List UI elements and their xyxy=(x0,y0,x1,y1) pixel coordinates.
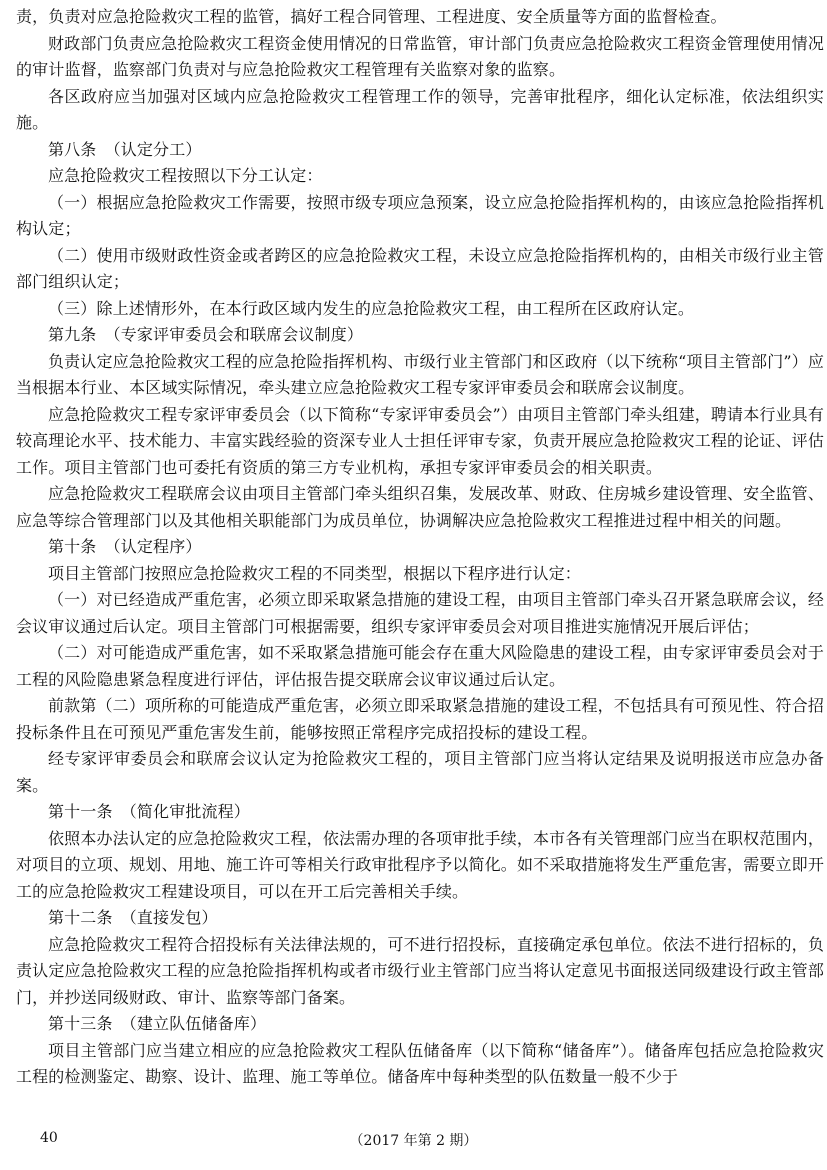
list-item: （二）使用市级财政性资金或者跨区的应急抢险救灾工程，未设立应急抢险指挥机构的，由相关市级行业主管部门组织认定； xyxy=(16,245,824,291)
list-item: （三）除上述情形外，在本行政区域内发生的应急抢险救灾工程，由工程所在区政府认定。 xyxy=(48,298,695,318)
paragraph: 前款第（二）项所称的可能造成严重危害，必须立即采取紧急措施的建设工程，不包括具有可预见性、符合招投标条件且在可预见严重危害发生前，能够按照正常程序完成招投标的建设工程。 xyxy=(16,696,824,742)
article-heading: 第十二条 （直接发包） xyxy=(48,908,218,927)
paragraph: 项目主管部门按照应急抢险救灾工程的不同类型，根据以下程序进行认定： xyxy=(48,563,581,583)
issue-label: （2017 年第 2 期） xyxy=(349,1133,478,1149)
page-number: 40 xyxy=(40,1130,58,1146)
paragraph-continuation: 责，负责对应急抢险救灾工程的监管，搞好工程合同管理、工程进度、安全质量等方面的监督检查。 xyxy=(16,7,727,26)
paragraph: 依照本办法认定的应急抢险救灾工程，依法需办理的各项审批手续，本市各有关管理部门应当在职权范围内，对项目的立项、规划、用地、施工许可等相关行政审批程序予以简化。如不采取措施将发生严重危害，需要立即开工的应急抢险救灾工程建设项目，可以在开工后完善相关手续。 xyxy=(16,828,824,901)
paragraph: 项目主管部门应当建立相应的应急抢险救灾工程队伍储备库（以下简称“储备库”）。储备库包括应急抢险救灾工程的检测鉴定、勘察、设计、监理、施工等单位。储备库中每种类型的队伍数量一般不少于 xyxy=(16,1040,824,1086)
paragraph: 各区政府应当加强对区域内应急抢险救灾工程管理工作的领导，完善审批程序，细化认定标准，依法组织实施。 xyxy=(16,86,824,132)
page-footer xyxy=(0,1130,827,1156)
article-heading: 第九条 （专家评审委员会和联席会议制度） xyxy=(48,325,364,344)
paragraph: 应急抢险救灾工程联席会议由项目主管部门牵头组织召集，发展改革、财政、住房城乡建设管理、安全监管、应急等综合管理部门以及其他相关职能部门为成员单位，协调解决应急抢险救灾工程推进过程中相关的问题。 xyxy=(16,484,824,530)
article-heading: 第十一条 （简化审批流程） xyxy=(48,802,250,821)
article-heading: 第八条 （认定分工） xyxy=(48,139,202,159)
paragraph: 应急抢险救灾工程按照以下分工认定： xyxy=(48,166,323,185)
list-item: （二）对可能造成严重危害，如不采取紧急措施可能会存在重大风险隐患的建设工程，由专家评审委员会对于工程的风险隐患紧急程度进行评估，评估报告提交联席会议审议通过后认定。 xyxy=(16,643,824,689)
article-heading: 第十条 （认定程序） xyxy=(48,537,202,556)
document-page xyxy=(16,0,824,1091)
paragraph: 应急抢险救灾工程专家评审委员会（以下简称“专家评审委员会”）由项目主管部门牵头组建，聘请本行业具有较高理论水平、技术能力、丰富实践经验的资深专业人士担任评审专家，负责开展应急抢险救灾工程的论证、评估工作。项目主管部门也可委托有资质的第三方专业机构，承担专家评审委员会的相关职责。 xyxy=(16,404,824,477)
list-item: （一）对已经造成严重危害，必须立即采取紧急措施的建设工程，由项目主管部门牵头召开紧急联席会议，经会议审议通过后认定。项目主管部门可根据需要，组织专家评审委员会对项目推进实施情况开展后评估； xyxy=(16,590,824,636)
paragraph: 经专家评审委员会和联席会议认定为抢险救灾工程的，项目主管部门应当将认定结果及说明报送市应急办备案。 xyxy=(16,749,824,795)
paragraph: 财政部门负责应急抢险救灾工程资金使用情况的日常监管，审计部门负责应急抢险救灾工程资金管理使用情况的审计监督，监察部门负责对与应急抢险救灾工程管理有关监察对象的监察。 xyxy=(16,33,824,79)
paragraph: 负责认定应急抢险救灾工程的应急抢险指挥机构、市级行业主管部门和区政府（以下统称“项目主管部门”）应当根据本行业、本区域实际情况，牵头建立应急抢险救灾工程专家评审委员会和联席会议制度。 xyxy=(16,351,824,397)
list-item: （一）根据应急抢险救灾工作需要，按照市级专项应急预案，设立应急抢险指挥机构的，由该应急抢险指挥机构认定； xyxy=(16,192,824,238)
article-heading: 第十三条 （建立队伍储备库） xyxy=(48,1014,267,1033)
paragraph: 应急抢险救灾工程符合招投标有关法律法规的，可不进行招投标，直接确定承包单位。依法不进行招标的，负责认定应急抢险救灾工程的应急抢险指挥机构或者市级行业主管部门应当将认定意见书面报送同级建设行政主管部门，并抄送同级财政、审计、监察等部门备案。 xyxy=(16,934,824,1007)
